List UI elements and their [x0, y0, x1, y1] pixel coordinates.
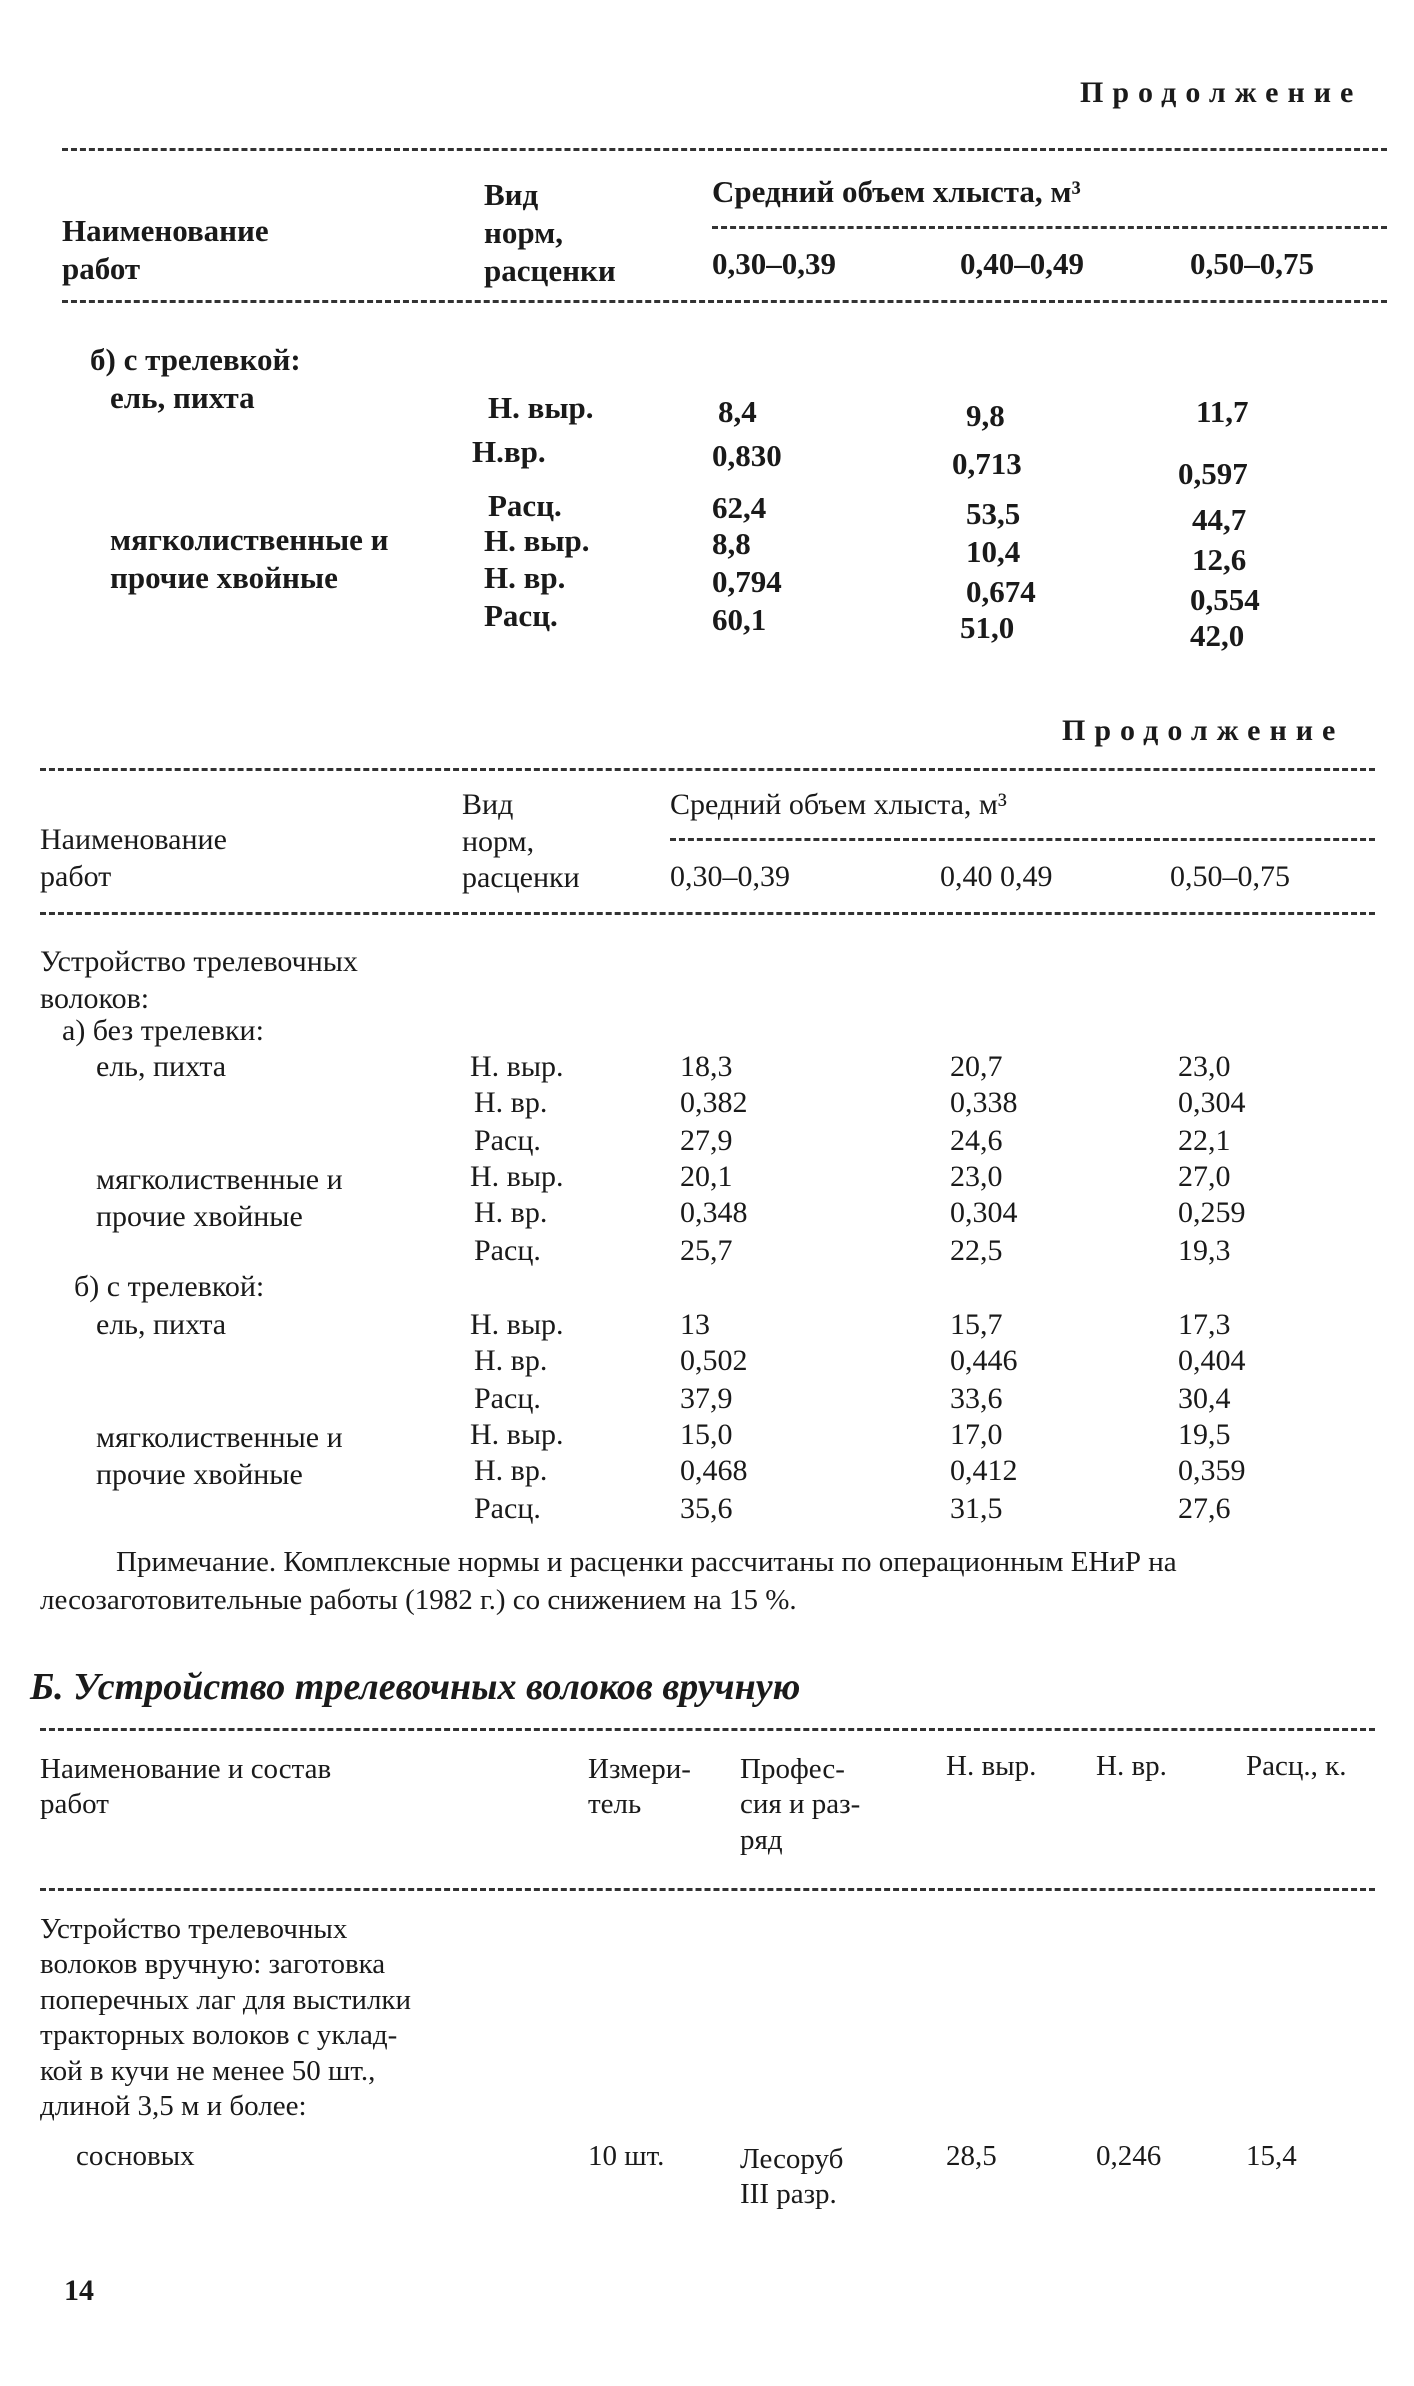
table-cell: 0,382	[680, 1086, 748, 1119]
norm-kind: Расц.	[484, 598, 558, 633]
table-cell: 18,3	[680, 1050, 733, 1083]
table-cell: 44,7	[1192, 502, 1247, 537]
table-cell: 0,304	[1178, 1086, 1246, 1119]
col-header-1: 0,30–0,39	[712, 246, 836, 281]
norm-kind: Н. выр.	[470, 1050, 564, 1083]
rule-head-3	[40, 1888, 1375, 1891]
norm-kind: Н. выр.	[488, 390, 594, 425]
header-meter: Измери- тель	[588, 1753, 691, 1821]
group-label: мягколиственные и прочие хвойные	[96, 1421, 343, 1491]
norm-kind: Н. вр.	[474, 1454, 548, 1487]
norm-kind: Н. выр.	[470, 1160, 564, 1193]
table-cell: 0,404	[1178, 1344, 1246, 1377]
table-cell: 42,0	[1190, 618, 1245, 653]
page-number: 14	[64, 2274, 94, 2307]
table-cell: 0,830	[712, 438, 782, 473]
table-cell: 15,7	[950, 1308, 1003, 1341]
col-header-1: 0,30–0,39	[670, 860, 790, 893]
table-cell: 0,412	[950, 1454, 1018, 1487]
col-header-3: 0,50–0,75	[1190, 246, 1314, 281]
table-cell: 19,3	[1178, 1234, 1231, 1267]
table-cell: 9,8	[966, 398, 1005, 433]
profession-value: Лесоруб III разр.	[740, 2143, 844, 2211]
table-cell: 60,1	[712, 602, 767, 637]
section-label: Устройство трелевочных волоков:	[40, 945, 358, 1015]
table-cell: 27,9	[680, 1124, 733, 1157]
section-title: Б. Устройство трелевочных волоков вручную	[30, 1666, 801, 1708]
group-label: ель, пихта	[96, 1050, 227, 1083]
table-cell: 17,0	[950, 1418, 1003, 1451]
header-name: Наименование и состав работ	[40, 1753, 332, 1821]
table-cell: 0,468	[680, 1454, 748, 1487]
group-label: ель, пихта	[110, 380, 255, 415]
table-cell: 0,794	[712, 564, 782, 599]
col-header-3: 0,50–0,75	[1170, 860, 1290, 893]
table-cell: 62,4	[712, 490, 767, 525]
table-cell: 17,3	[1178, 1308, 1231, 1341]
norm-kind: Расц.	[474, 1234, 541, 1267]
continuation-label-2: Продолжение	[1062, 714, 1345, 747]
norm-kind: Н. вр.	[484, 560, 566, 595]
header-rasc: Расц., к.	[1246, 1750, 1347, 1782]
header-group: Средний объем хлыста, м³	[670, 788, 1007, 821]
subsection-label: б) с трелевкой:	[74, 1270, 265, 1303]
table-cell: 33,6	[950, 1382, 1003, 1415]
table-cell: 30,4	[1178, 1382, 1231, 1415]
table-cell: 24,6	[950, 1124, 1003, 1157]
header-name: Наименование работ	[62, 213, 269, 286]
header-profession: Профес- сия и раз- ряд	[740, 1753, 861, 1856]
table-cell: 8,8	[712, 526, 751, 561]
table-cell: 0,259	[1178, 1196, 1246, 1229]
group-label: мягколиственные и прочие хвойные	[110, 522, 389, 595]
subsection-label: а) без трелевки:	[62, 1014, 264, 1047]
norm-kind: Расц.	[474, 1492, 541, 1525]
header-kind: Вид норм, расценки	[484, 177, 616, 288]
table-cell: 25,7	[680, 1234, 733, 1267]
table-cell: 0,502	[680, 1344, 748, 1377]
work-item: сосновых	[76, 2140, 195, 2172]
rasc-value: 15,4	[1246, 2140, 1297, 2172]
table-cell: 11,7	[1196, 394, 1249, 429]
rule-group-2	[670, 838, 1375, 841]
rule-top-1	[62, 148, 1387, 151]
work-description: Устройство трелевочных волоков вручную: заготовка поперечных лаг для выстилки тракторных волоков с уклад- кой в кучи не менее 50 шт., длиной 3,5 м и более:	[40, 1913, 412, 2122]
norm-kind: Н. выр.	[484, 523, 590, 558]
table-cell: 19,5	[1178, 1418, 1231, 1451]
table-cell: 15,0	[680, 1418, 733, 1451]
table-cell: 0,348	[680, 1196, 748, 1229]
header-group: Средний объем хлыста, м³	[712, 174, 1081, 209]
norm-kind: Расц.	[488, 488, 562, 523]
table-cell: 0,338	[950, 1086, 1018, 1119]
table-cell: 20,7	[950, 1050, 1003, 1083]
table-cell: 0,446	[950, 1344, 1018, 1377]
group-label: ель, пихта	[96, 1308, 227, 1341]
col-header-2: 0,40 0,49	[940, 860, 1053, 893]
table-cell: 0,304	[950, 1196, 1018, 1229]
subsection-label: б) с трелевкой:	[90, 342, 301, 377]
table-cell: 12,6	[1192, 542, 1247, 577]
rule-top-3	[40, 1728, 1375, 1731]
header-name: Наименование работ	[40, 823, 227, 893]
header-kind: Вид норм, расценки	[462, 788, 580, 895]
table-cell: 0,359	[1178, 1454, 1246, 1487]
norm-kind: Расц.	[474, 1124, 541, 1157]
norm-kind: Н. вр.	[474, 1196, 548, 1229]
norm-kind: Н. выр.	[470, 1308, 564, 1341]
rule-group-1	[712, 226, 1387, 229]
header-nvr: Н. вр.	[1096, 1750, 1167, 1782]
group-label: мягколиственные и прочие хвойные	[96, 1163, 343, 1233]
table-cell: 0,713	[952, 446, 1022, 481]
table-cell: 51,0	[960, 610, 1015, 645]
table-cell: 23,0	[950, 1160, 1003, 1193]
table-cell: 27,6	[1178, 1492, 1231, 1525]
table-cell: 22,1	[1178, 1124, 1231, 1157]
nvr-value: 0,246	[1096, 2140, 1162, 2172]
table-cell: 8,4	[718, 394, 757, 429]
table-cell: 35,6	[680, 1492, 733, 1525]
norm-kind: Н. вр.	[474, 1086, 548, 1119]
norm-kind: Н. выр.	[470, 1418, 564, 1451]
table-cell: 53,5	[966, 496, 1021, 531]
rule-head-1	[62, 300, 1387, 303]
table-cell: 37,9	[680, 1382, 733, 1415]
table-cell: 31,5	[950, 1492, 1003, 1525]
table-cell: 20,1	[680, 1160, 733, 1193]
col-header-2: 0,40–0,49	[960, 246, 1084, 281]
table-cell: 0,674	[966, 574, 1036, 609]
table-cell: 10,4	[966, 534, 1021, 569]
norm-kind: Расц.	[474, 1382, 541, 1415]
table-cell: 27,0	[1178, 1160, 1231, 1193]
table-cell: 13	[680, 1308, 710, 1341]
nvyr-value: 28,5	[946, 2140, 997, 2172]
meter-value: 10 шт.	[588, 2140, 665, 2172]
norm-kind: Н.вр.	[472, 434, 546, 469]
header-nvyr: Н. выр.	[946, 1750, 1037, 1782]
rule-top-2	[40, 768, 1375, 771]
table-cell: 0,554	[1190, 582, 1260, 617]
table-cell: 0,597	[1178, 456, 1248, 491]
continuation-label-1: Продолжение	[1080, 76, 1363, 109]
rule-head-2	[40, 912, 1375, 915]
table-cell: 22,5	[950, 1234, 1003, 1267]
footnote: Примечание. Комплексные нормы и расценки рассчитаны по операционным ЕНиР на лесозаготовительные работы (1982 г.) со снижением на 15 %.	[40, 1546, 1177, 1616]
norm-kind: Н. вр.	[474, 1344, 548, 1377]
table-cell: 23,0	[1178, 1050, 1231, 1083]
